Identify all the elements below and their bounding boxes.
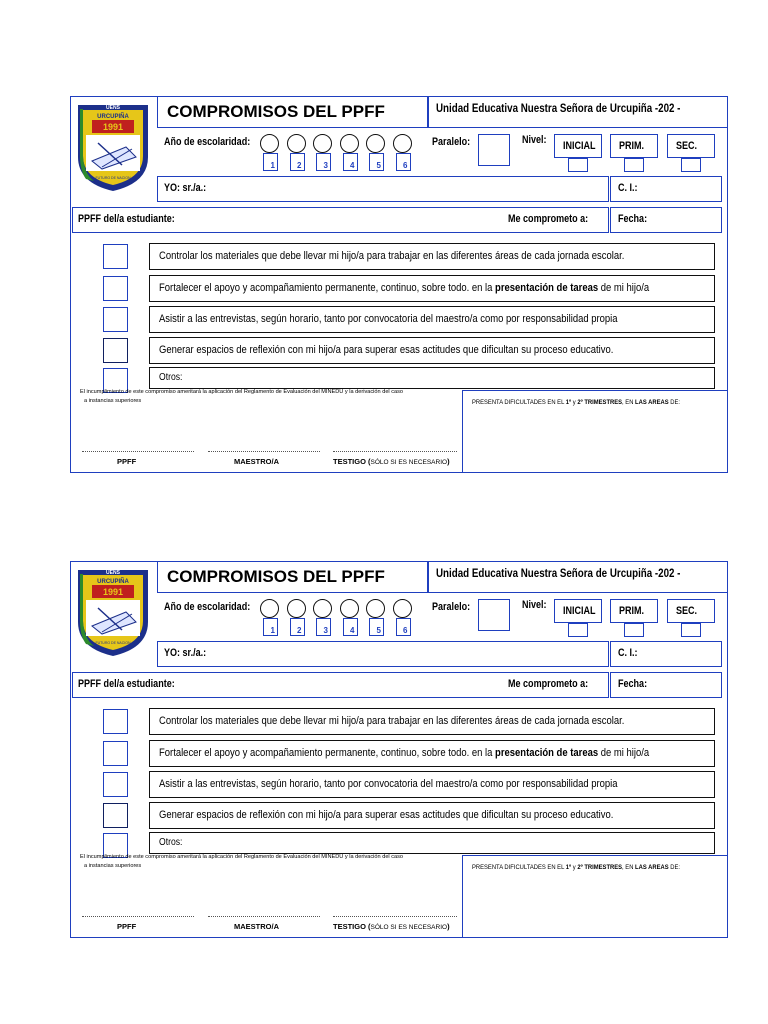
maestro-signature-line[interactable] — [208, 916, 320, 917]
logo-banner-text: URCUPIÑA — [97, 579, 129, 585]
testigo-signature-line[interactable] — [333, 916, 457, 917]
commitment-text-pre: Generar espacios de reflexión con mi hijo/a para superar esas actitudes que dificultan su proceso educativo. — [159, 809, 614, 821]
nivel-option-label: INICIAL — [563, 605, 596, 617]
commitment-text-pre: Otros: — [159, 837, 183, 848]
nivel-checkbox-1[interactable] — [624, 158, 644, 172]
dificultades-p2: y — [571, 864, 578, 871]
testigo-note: SÓLO SI ES NECESARIO — [370, 924, 448, 931]
fecha-label: Fecha: — [618, 678, 648, 690]
form-title: COMPROMISOS DEL PPFF — [167, 102, 385, 121]
commitment-5-text — [159, 837, 182, 848]
dificultades-p4: DE: — [668, 864, 681, 871]
commitment-3-text — [159, 778, 618, 790]
nivel-option-label: PRIM. — [619, 140, 645, 152]
paralelo-label: Paralelo: — [432, 136, 471, 148]
fecha-label: Fecha: — [618, 213, 648, 225]
commitment-form — [70, 561, 728, 938]
nivel-label: Nivel: — [522, 599, 547, 611]
commitment-4-checkbox[interactable] — [103, 803, 128, 828]
school-name: Unidad Educativa Nuestra Señora de Urcupiña -202 - — [436, 103, 681, 115]
grade-1-circle[interactable] — [260, 134, 279, 153]
commitment-text-pre: Fortalecer el apoyo y acompañamiento permanente, continuo, sobre todo. en la — [159, 282, 496, 294]
logo-motto-text: FUTURO DE NACION — [95, 176, 131, 180]
commitment-text-pre: Generar espacios de reflexión con mi hijo/a para superar esas actitudes que dificultan su proceso educativo. — [159, 344, 614, 356]
ppff-signature-label: PPFF — [117, 922, 137, 931]
grade-2-box: 2 — [290, 153, 305, 171]
testigo-signature-line[interactable] — [333, 451, 457, 452]
nivel-checkbox-0[interactable] — [568, 623, 588, 637]
logo-banner-text: URCUPIÑA — [97, 114, 129, 120]
grade-1-circle[interactable] — [260, 599, 279, 618]
nivel-label: Nivel: — [522, 134, 547, 146]
grade-5-box: 5 — [369, 153, 384, 171]
grade-2-box: 2 — [290, 618, 305, 636]
grade-5-circle[interactable] — [366, 599, 385, 618]
dificultades-p3: , EN — [622, 864, 636, 871]
commitment-1-text — [159, 250, 624, 262]
logo-motto-text: FUTURO DE NACION — [95, 641, 131, 645]
dificultades-p1: PRESENTA DIFICULTADES EN EL — [472, 399, 566, 406]
commitment-4-checkbox[interactable] — [103, 338, 128, 363]
form-title: COMPROMISOS DEL PPFF — [167, 567, 385, 586]
logo-year-text: 1991 — [102, 587, 124, 597]
yo-box[interactable] — [157, 176, 609, 202]
dificultades-b1: 1º — [565, 399, 572, 406]
dificultades-p3: , EN — [622, 399, 636, 406]
nivel-option-label: PRIM. — [619, 605, 645, 617]
grade-4-circle[interactable] — [340, 134, 359, 153]
commitment-2-text — [159, 282, 649, 294]
commitment-text-pre: Controlar los materiales que debe llevar mi hijo/a para trabajar en las diferentes áreas de cada jornada escolar. — [159, 715, 625, 727]
grade-3-box: 3 — [316, 153, 331, 171]
grade-6-box: 6 — [396, 153, 411, 171]
grade-4-box: 4 — [343, 153, 358, 171]
warning-line-1: El incumplimiento de este compromiso ameritará la aplicación del Reglamento de Evaluación del MINEDU y la derivación del caso — [80, 854, 404, 860]
commitment-text-post: de mi hijo/a — [598, 747, 650, 759]
grade-6-circle[interactable] — [393, 599, 412, 618]
ppff-label: PPFF del/a estudiante: — [78, 213, 175, 225]
me-comprometo-label: Me comprometo a: — [508, 678, 589, 690]
commitment-3-text — [159, 313, 618, 325]
testigo-signature-label — [333, 457, 450, 466]
yo-label: YO: sr./a.: — [164, 182, 207, 194]
grade-6-circle[interactable] — [393, 134, 412, 153]
dificultades-b2: 2º TRIMESTRES — [577, 399, 623, 406]
testigo-bold: TESTIGO ( — [333, 457, 371, 466]
grade-4-box: 4 — [343, 618, 358, 636]
grade-3-circle[interactable] — [313, 599, 332, 618]
commitment-text-bold: presentación de tareas — [495, 282, 599, 294]
commitment-4-text — [159, 344, 613, 356]
commitment-2-text — [159, 747, 649, 759]
grade-4-circle[interactable] — [340, 599, 359, 618]
nivel-checkbox-2[interactable] — [681, 623, 701, 637]
commitment-4-text — [159, 809, 613, 821]
dificultades-b1: 1º — [565, 864, 572, 871]
commitment-1-text — [159, 715, 624, 727]
commitment-3-checkbox[interactable] — [103, 307, 128, 332]
testigo-close: ) — [447, 922, 450, 931]
grade-6-box: 6 — [396, 618, 411, 636]
grade-2-circle[interactable] — [287, 599, 306, 618]
school-logo — [74, 99, 152, 193]
warning-line-2: a instancias superiores — [84, 398, 142, 404]
grade-1-box: 1 — [263, 618, 278, 636]
commitment-text-pre: Controlar los materiales que debe llevar mi hijo/a para trabajar en las diferentes áreas de cada jornada escolar. — [159, 250, 625, 262]
dificultades-text — [472, 864, 680, 871]
nivel-option-label: SEC. — [676, 605, 698, 617]
commitment-text-pre: Asistir a las entrevistas, según horario, tanto por convocatoria del maestro/a como por responsabilidad propia — [159, 778, 618, 790]
dificultades-p2: y — [571, 399, 578, 406]
dificultades-p1: PRESENTA DIFICULTADES EN EL — [472, 864, 566, 871]
commitment-text-pre: Otros: — [159, 372, 183, 383]
commitment-text-bold: presentación de tareas — [495, 747, 599, 759]
dificultades-p4: DE: — [668, 399, 681, 406]
ppff-signature-line[interactable] — [82, 916, 194, 917]
commitment-5-text — [159, 372, 182, 383]
dificultades-b3: LAS AREAS — [635, 864, 669, 871]
anio-escolaridad-label: Año de escolaridad: — [164, 601, 251, 613]
warning-line-1: El incumplimiento de este compromiso ameritará la aplicación del Reglamento de Evaluación del MINEDU y la derivación del caso — [80, 389, 404, 395]
commitment-1-checkbox[interactable] — [103, 709, 128, 734]
paralelo-field[interactable] — [478, 134, 510, 166]
testigo-bold: TESTIGO ( — [333, 922, 371, 931]
grade-5-circle[interactable] — [366, 134, 385, 153]
ci-label: C. I.: — [618, 182, 638, 194]
ci-label: C. I.: — [618, 647, 638, 659]
maestro-signature-label: MAESTRO/A — [234, 457, 279, 466]
commitment-text-pre: Fortalecer el apoyo y acompañamiento permanente, continuo, sobre todo. en la — [159, 747, 496, 759]
ppff-signature-label: PPFF — [117, 457, 137, 466]
logo-top-text: UENS — [106, 570, 120, 576]
grade-3-box: 3 — [316, 618, 331, 636]
testigo-close: ) — [447, 457, 450, 466]
logo-top-text: UENS — [106, 105, 120, 111]
grade-2-circle[interactable] — [287, 134, 306, 153]
nivel-checkbox-2[interactable] — [681, 158, 701, 172]
anio-escolaridad-label: Año de escolaridad: — [164, 136, 251, 148]
paralelo-label: Paralelo: — [432, 601, 471, 613]
dificultades-text — [472, 399, 680, 406]
nivel-option-label: INICIAL — [563, 140, 596, 152]
dificultades-b3: LAS AREAS — [635, 399, 669, 406]
dificultades-b2: 2º TRIMESTRES — [577, 864, 623, 871]
school-name: Unidad Educativa Nuestra Señora de Urcupiña -202 - — [436, 568, 681, 580]
nivel-option-label: SEC. — [676, 140, 698, 152]
grade-3-circle[interactable] — [313, 134, 332, 153]
nivel-checkbox-1[interactable] — [624, 623, 644, 637]
maestro-signature-line[interactable] — [208, 451, 320, 452]
paralelo-field[interactable] — [478, 599, 510, 631]
testigo-note: SÓLO SI ES NECESARIO — [370, 459, 448, 466]
testigo-signature-label — [333, 922, 450, 931]
nivel-checkbox-0[interactable] — [568, 158, 588, 172]
commitment-1-checkbox[interactable] — [103, 244, 128, 269]
yo-box[interactable] — [157, 641, 609, 667]
maestro-signature-label: MAESTRO/A — [234, 922, 279, 931]
me-comprometo-label: Me comprometo a: — [508, 213, 589, 225]
commitment-form — [70, 96, 728, 473]
logo-year-text: 1991 — [102, 122, 124, 132]
school-logo — [74, 564, 152, 658]
commitment-5-box — [149, 367, 715, 389]
commitment-text-post: de mi hijo/a — [598, 282, 650, 294]
commitment-3-checkbox[interactable] — [103, 772, 128, 797]
commitment-text-pre: Asistir a las entrevistas, según horario, tanto por convocatoria del maestro/a como por responsabilidad propia — [159, 313, 618, 325]
commitment-2-checkbox[interactable] — [103, 276, 128, 301]
commitment-5-box — [149, 832, 715, 854]
grade-1-box: 1 — [263, 153, 278, 171]
ppff-signature-line[interactable] — [82, 451, 194, 452]
yo-label: YO: sr./a.: — [164, 647, 207, 659]
grade-5-box: 5 — [369, 618, 384, 636]
commitment-2-checkbox[interactable] — [103, 741, 128, 766]
ppff-label: PPFF del/a estudiante: — [78, 678, 175, 690]
warning-line-2: a instancias superiores — [84, 863, 142, 869]
